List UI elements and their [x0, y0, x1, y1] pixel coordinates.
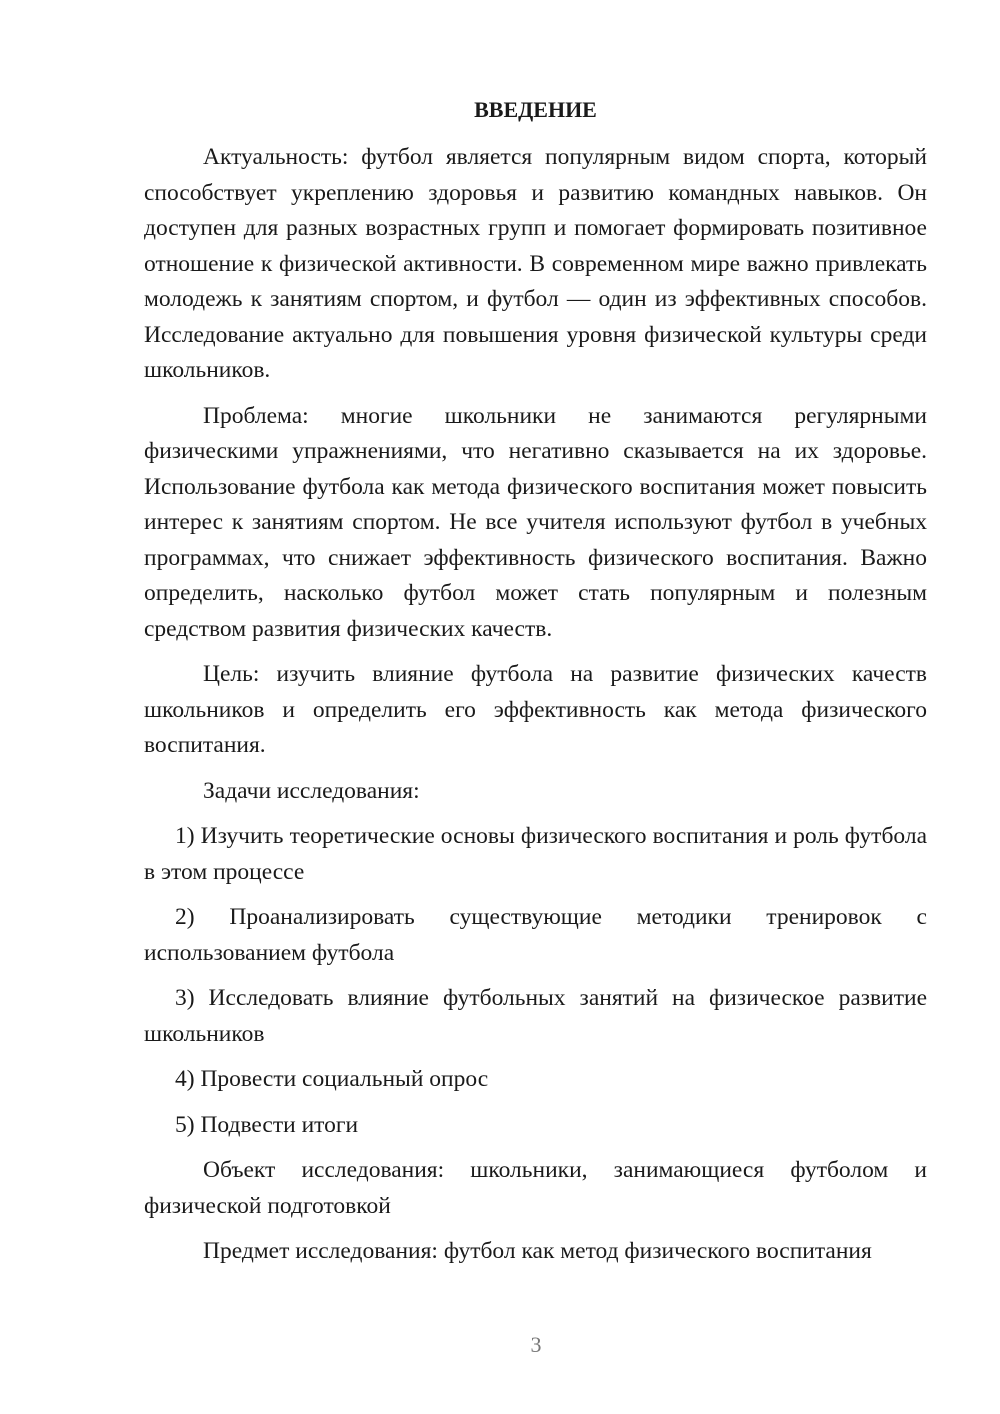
- task-item: 2) Проанализировать существующие методики тренировок с использованием футбола: [144, 904, 927, 966]
- research-object-paragraph: Объект исследования: школьники, занимающиеся футболом и физической подготовкой: [144, 1157, 927, 1219]
- document-body: [144, 95, 927, 1280]
- task-item: 5) Подвести итоги: [175, 1111, 359, 1138]
- relevance-paragraph: Актуальность: футбол является популярным видом спорта, который способствует укреплению здоровья и развитию командных навыков. Он доступен для разных возрастных групп и помогает формировать позитивное отношение к физической активности. В современном мире важно привлекать молодежь к занятиям спортом, и футбол — один из эффективных способов. Исследование актуально для повышения уровня физической культуры среди школьников.: [144, 144, 927, 383]
- problem-paragraph: Проблема: многие школьники не занимаются регулярными физическими упражнениями, что негативно сказывается на их здоровье. Использование футбола как метода физического воспитания может повысить интерес к занятиям спортом. Не все учителя используют футбол в учебных программах, что снижает эффективность физического воспитания. Важно определить, насколько футбол может стать популярным и полезным средством развития физических качеств.: [144, 402, 927, 642]
- section-title: ВВЕДЕНИЕ: [474, 97, 597, 122]
- task-item: 3) Исследовать влияние футбольных занятий на физическое развитие школьников: [144, 985, 927, 1047]
- task-item: 4) Провести социальный опрос: [175, 1066, 489, 1092]
- research-subject-paragraph: Предмет исследования: футбол как метод физического воспитания: [203, 1238, 872, 1264]
- goal-paragraph: Цель: изучить влияние футбола на развитие физических качеств школьников и определить его эффективность как метода физического воспитания.: [144, 661, 927, 758]
- tasks-heading: Задачи исследования:: [203, 777, 420, 804]
- task-item: 1) Изучить теоретические основы физического воспитания и роль футбола в этом процессе: [144, 823, 927, 885]
- page-number: 3: [530, 1332, 542, 1357]
